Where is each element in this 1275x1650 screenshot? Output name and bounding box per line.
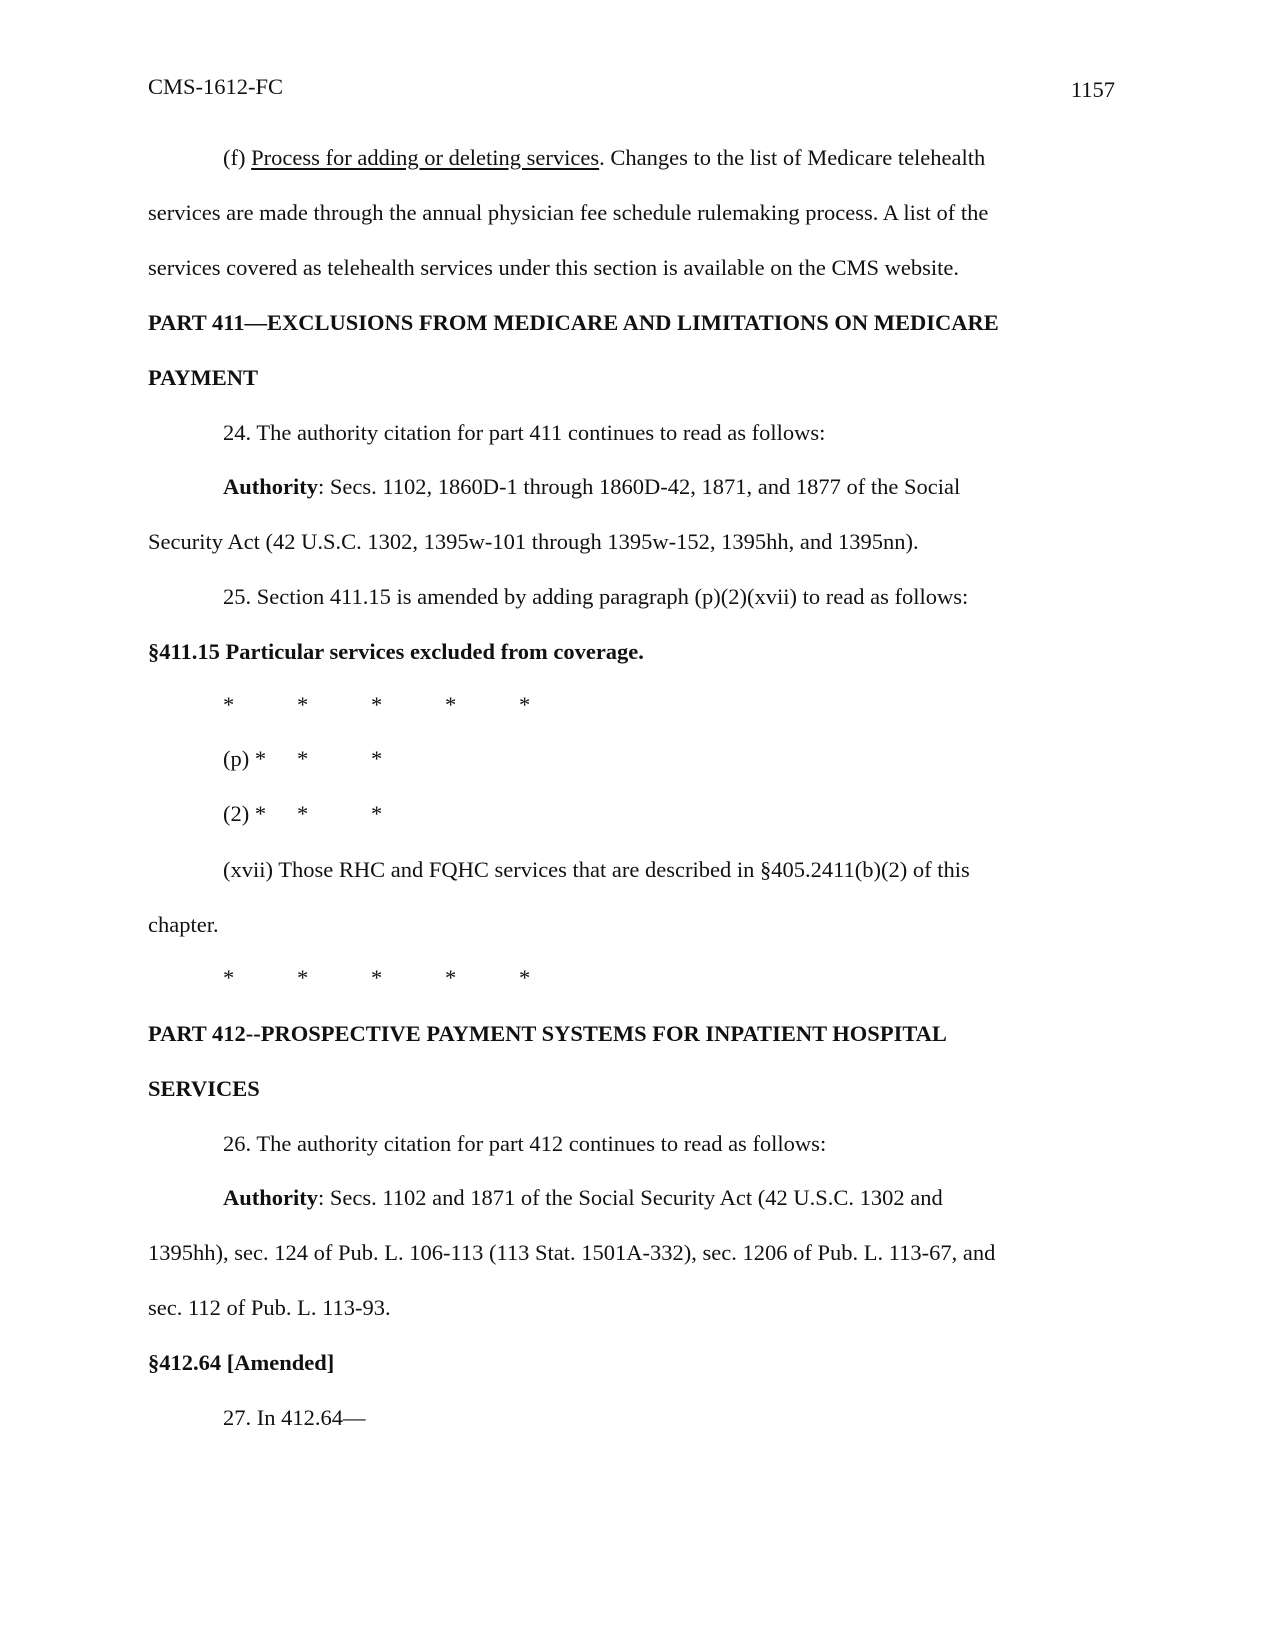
part-411-heading-cont: PAYMENT: [148, 365, 259, 390]
paragraph-f-title: Process for adding or deleting services: [251, 145, 600, 170]
authority-412-line-1: [223, 1183, 943, 1213]
paragraph-f-line-2: services are made through the annual physician fee schedule rulemaking process. A list of the: [148, 200, 989, 225]
omission-stars: * * * * *: [223, 692, 531, 717]
paragraph-f-line-1: [223, 143, 985, 173]
paragraph-f-label: (f): [223, 145, 252, 170]
item-25: 25. Section 411.15 is amended by adding paragraph (p)(2)(xvii) to read as follows:: [223, 584, 969, 609]
authority-text: : Secs. 1102, 1860D-1 through 1860D-42, 1871, and 1877 of the Social: [318, 474, 961, 499]
authority-label: Authority: [223, 474, 318, 499]
omission-stars: * * * * *: [223, 965, 531, 990]
part-412-heading: PART 412--PROSPECTIVE PAYMENT SYSTEMS FOR INPATIENT HOSPITAL: [148, 1021, 947, 1046]
item-24: 24. The authority citation for part 411 continues to read as follows:: [223, 420, 826, 445]
authority-411-line-2: Security Act (42 U.S.C. 1302, 1395w-101 through 1395w-152, 1395hh, and 1395nn).: [148, 529, 919, 554]
paragraph-2-line: (2) * * *: [223, 801, 383, 826]
authority-text: : Secs. 1102 and 1871 of the Social Security Act (42 U.S.C. 1302 and: [318, 1185, 943, 1210]
item-27: 27. In 412.64—: [223, 1405, 366, 1430]
authority-412-line-2: 1395hh), sec. 124 of Pub. L. 106-113 (113 Stat. 1501A-332), sec. 1206 of Pub. L. 113-67, and: [148, 1240, 996, 1265]
authority-label: Authority: [223, 1185, 318, 1210]
paragraph-f-line-3: services covered as telehealth services under this section is available on the CMS website.: [148, 255, 959, 280]
item-26: 26. The authority citation for part 412 continues to read as follows:: [223, 1131, 827, 1156]
authority-412-line-3: sec. 112 of Pub. L. 113-93.: [148, 1295, 391, 1320]
authority-411-line-1: [223, 472, 960, 502]
section-412-64-heading: §412.64 [Amended]: [148, 1350, 335, 1375]
part-411-heading: PART 411—EXCLUSIONS FROM MEDICARE AND LIMITATIONS ON MEDICARE: [148, 310, 999, 335]
paragraph-f-text: . Changes to the list of Medicare telehealth: [599, 145, 986, 170]
paragraph-xvii-line-2: chapter.: [148, 912, 219, 937]
page-number: 1157: [1070, 77, 1115, 102]
document-id: CMS-1612-FC: [148, 74, 284, 99]
part-412-heading-cont: SERVICES: [148, 1076, 260, 1101]
paragraph-p-line: (p) * * *: [223, 746, 383, 771]
paragraph-xvii-line-1: (xvii) Those RHC and FQHC services that are described in §405.2411(b)(2) of this: [223, 857, 970, 882]
section-411-15-heading: §411.15 Particular services excluded from coverage.: [148, 639, 644, 664]
